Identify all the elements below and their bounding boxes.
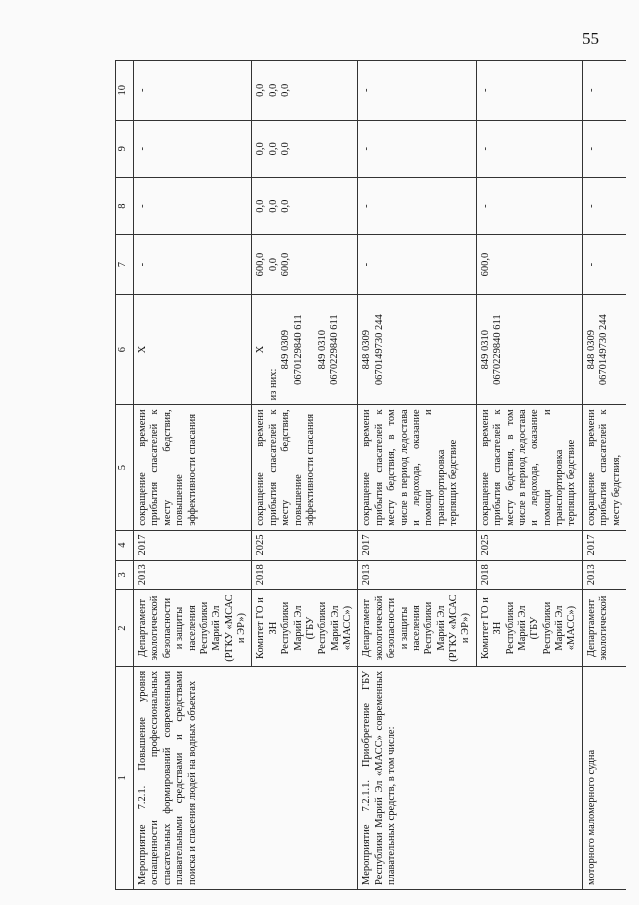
table-row	[358, 61, 476, 890]
amount-value: 0,0	[267, 83, 279, 97]
activity-cell: моторного маломерного судна	[582, 666, 626, 889]
amount-cell-9	[252, 120, 358, 177]
amount-value: 600,0	[280, 252, 292, 277]
amount-cell-9: -	[358, 120, 476, 177]
table-row	[582, 61, 626, 890]
amount-cell-8: -	[358, 177, 476, 234]
budget-code-line: 0670129840 611	[292, 314, 304, 385]
result-cell: сокращение времени прибытия спасателей к месту бедствия, в том числе в период ледостава и ледохода, оказание помощи и транспортировка терпящих бедствие	[358, 405, 476, 530]
end-year-cell: 2025	[252, 530, 358, 560]
budget-code-line: 849 0309	[280, 329, 292, 370]
amount-value: 0,0	[280, 199, 292, 213]
header-cell-4: 4	[116, 530, 134, 560]
budget-code-line: 0670149730 244	[373, 314, 385, 386]
budget-code-cell	[358, 294, 476, 405]
budget-code-cell	[252, 294, 358, 405]
amount-cell-7: -	[582, 235, 626, 295]
budget-code-line: X	[137, 345, 148, 354]
budget-code-line: 849 0310	[479, 329, 491, 370]
end-year-cell: 2017	[582, 530, 626, 560]
amount-cell-7	[252, 235, 358, 295]
executor-cell: Комитет ГО и ЗН Республики Марий Эл (ГБУ Республики Марий Эл «МАСС»)	[476, 590, 582, 667]
budget-code-line: 0670149730 244	[598, 314, 610, 386]
executor-cell: Департамент экологической	[582, 590, 626, 667]
end-year-cell: 2017	[134, 530, 252, 560]
amount-cell-10: -	[582, 61, 626, 121]
executor-cell: Комитет ГО и ЗН Республики Марий Эл (ГБУ Республики Марий Эл «МАСС»)	[252, 590, 358, 667]
page-number: 55	[582, 29, 599, 48]
amount-cell-7: -	[134, 235, 252, 295]
executor-cell: Департамент экологической безопасности и защиты населения Республики Марий Эл (РГКУ «МСАС и ЭР»)	[358, 590, 476, 667]
result-cell: сокращение времени прибытия спасателей к месту бедствия, в том числе в период ледостава и ледохода, оказание помощи и транспортировка терпящих бедствие	[476, 405, 582, 530]
header-cell-9: 9	[116, 120, 134, 177]
amount-value: 0,0	[267, 258, 279, 272]
end-year-cell: 2025	[476, 530, 582, 560]
amount-cell-9: -	[582, 120, 626, 177]
result-cell: сокращение времени прибытия спасателей к месту бедствия,	[582, 405, 626, 530]
header-cell-2: 2	[116, 590, 134, 667]
activity-cell: Мероприятие 7.2.1. Повышение уровня оснащенности профессиональных спасательных формирований современными плавательными средствами и средствами поиска и спасения людей на водных объектах	[134, 666, 358, 889]
header-cell-5: 5	[116, 405, 134, 530]
header-cell-8: 8	[116, 177, 134, 234]
amount-cell-9: -	[476, 120, 582, 177]
end-year-cell: 2017	[358, 530, 476, 560]
budget-code-cell	[134, 294, 252, 405]
budget-code-line: X	[255, 345, 267, 354]
budget-code-line: 0670229840 611	[492, 314, 504, 385]
header-cell-1: 1	[116, 666, 134, 889]
start-year-cell: 2013	[582, 560, 626, 590]
amount-cell-10: -	[358, 61, 476, 121]
amount-value: 0,0	[255, 83, 267, 97]
budget-code-cell	[476, 294, 582, 405]
budget-code-line: из них:	[267, 368, 279, 401]
amount-value: 0,0	[280, 83, 292, 97]
amount-cell-8	[252, 177, 358, 234]
amount-cell-10: -	[134, 61, 252, 121]
header-cell-6: 6	[116, 294, 134, 405]
budget-code-line: 0670229840 611	[329, 314, 341, 385]
start-year-cell: 2018	[476, 560, 582, 590]
amount-cell-8: -	[476, 177, 582, 234]
program-table	[115, 60, 626, 890]
budget-code-cell	[582, 294, 626, 405]
start-year-cell: 2018	[252, 560, 358, 590]
amount-value: 0,0	[255, 199, 267, 213]
result-cell: сокращение времени прибытия спасателей к месту бедствия, повышение эффективности спасания	[252, 405, 358, 530]
budget-code-line: 848 0309	[361, 329, 373, 370]
amount-value: 0,0	[255, 142, 267, 156]
header-cell-7: 7	[116, 235, 134, 295]
executor-cell: Департамент экологической безопасности и защиты населения Республики Марий Эл (РГКУ «МСАС и ЭР»)	[134, 590, 252, 667]
activity-cell: Мероприятие 7.2.1.1. Приобретение ГБУ Республики Марий Эл «МАСС» современных плавательных средств, в том числе:	[358, 666, 582, 889]
header-cell-3: 3	[116, 560, 134, 590]
start-year-cell: 2013	[134, 560, 252, 590]
table-row	[134, 61, 252, 890]
rotated-table-wrapper	[115, 60, 622, 890]
header-row	[116, 61, 134, 890]
budget-code-line: 849 0310	[316, 329, 328, 370]
amount-cell-9: -	[134, 120, 252, 177]
amount-cell-8: -	[582, 177, 626, 234]
amount-cell-10: -	[476, 61, 582, 121]
amount-value: 600,0	[255, 252, 267, 277]
amount-value: 0,0	[267, 142, 279, 156]
start-year-cell: 2013	[358, 560, 476, 590]
amount-cell-8: -	[134, 177, 252, 234]
header-cell-10: 10	[116, 61, 134, 121]
result-cell: сокращение времени прибытия спасателей к месту бедствия, повышение эффективности спасания	[134, 405, 252, 530]
amount-cell-7: 600,0	[476, 235, 582, 295]
budget-code-line: 848 0309	[585, 329, 597, 370]
amount-value: 0,0	[280, 142, 292, 156]
amount-value: 0,0	[267, 199, 279, 213]
amount-cell-7: -	[358, 235, 476, 295]
amount-cell-10	[252, 61, 358, 121]
